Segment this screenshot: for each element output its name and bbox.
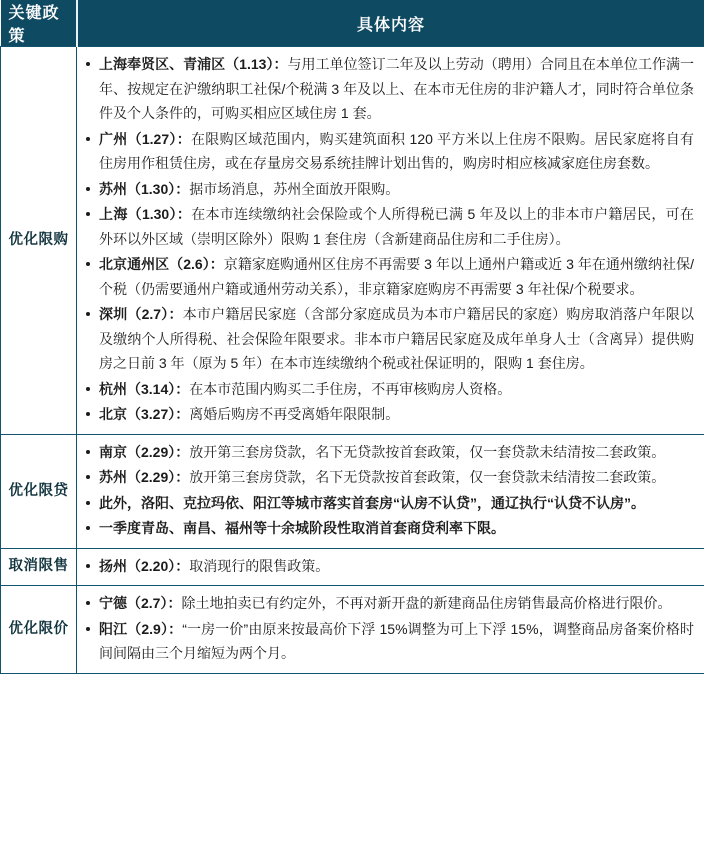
policy-city-date: 苏州（1.30）： (99, 180, 190, 197)
policy-category-label: 优化限贷 (1, 434, 77, 548)
policy-bullet-item (83, 202, 694, 251)
policy-city-date: 扬州（2.20）： (99, 557, 190, 574)
policy-detail-cell (77, 586, 704, 674)
table-body (1, 47, 704, 674)
policy-city-date: 南京（2.29）： (99, 443, 190, 460)
policy-city-date: 上海奉贤区、青浦区（1.13）： (99, 56, 288, 72)
policy-description: 此外，洛阳、克拉玛依、阳江等城市落实首套房“认房不认贷”，通辽执行“认贷不认房”。 (99, 494, 645, 511)
policy-city-date: 杭州（3.14）： (99, 380, 190, 397)
policy-bullet-item (83, 554, 694, 579)
policy-description: 除土地拍卖已有约定外，不再对新开盘的新建商品住房销售最高价格进行限价。 (181, 595, 672, 611)
policy-bullet-item (83, 302, 694, 376)
policy-bullet-list (83, 440, 694, 541)
policy-bullet-item (83, 52, 694, 126)
policy-category-label: 优化限购 (1, 47, 77, 435)
policy-description: “一房一价”由原来按最高价下浮 15%调整为可上下浮 15%，调整商品房备案价格时间间隔由三个月缩短为两个月。 (99, 620, 694, 661)
table-row (1, 47, 704, 435)
policy-description: 与用工单位签订二年及以上劳动（聘用）合同且在本单位工作满一年、按规定在沪缴纳职工社保/个税满 3 年及以上、在本市无住房的非沪籍人才，同时符合单位条件及个人条件的，可购买相应区域住房 1 套。 (99, 56, 695, 121)
policy-city-date: 上海（1.30）： (99, 206, 192, 222)
policy-city-date: 深圳（2.7）： (99, 306, 183, 322)
header-row (1, 0, 704, 47)
policy-category-label: 优化限价 (1, 586, 77, 674)
policy-bullet-item (83, 465, 694, 490)
policy-detail-cell (77, 47, 704, 435)
policy-bullet-item (83, 252, 694, 301)
policy-description: 在限购区域范围内，购买建筑面积 120 平方米以上住房不限购。居民家庭将自有住房用作租赁住房，或在存量房交易系统挂牌计划出售的，购房时相应核减家庭住房套数。 (99, 130, 695, 171)
policy-city-date: 阳江（2.9）： (99, 620, 183, 637)
policy-detail-cell (77, 434, 704, 548)
policy-city-date: 苏州（2.29）： (99, 469, 190, 485)
policy-bullet-list (83, 52, 694, 427)
policy-bullet-item (83, 377, 694, 402)
policy-description: 一季度青岛、南昌、福州等十余城阶段性取消首套商贷利率下限。 (99, 520, 505, 536)
policy-description: 在本市范围内购买二手住房，不再审核购房人资格。 (189, 380, 512, 397)
policy-description: 据市场消息，苏州全面放开限购。 (189, 180, 400, 197)
policy-description: 放开第三套房贷款，名下无贷款按首套政策，仅一套贷款未结清按二套政策。 (189, 443, 666, 460)
policy-bullet-item (83, 440, 694, 465)
policy-city-date: 宁德（2.7）： (99, 595, 182, 611)
policy-city-date: 北京通州区（2.6）： (99, 256, 224, 272)
policy-bullet-item (83, 617, 694, 666)
policy-city-date: 广州（1.27）： (99, 130, 191, 147)
policy-bullet-list (83, 554, 694, 579)
policy-description: 放开第三套房贷款，名下无贷款按首套政策，仅一套贷款未结清按二套政策。 (189, 469, 666, 485)
policy-description: 离婚后购房不再受离婚年限限制。 (189, 406, 400, 422)
policy-detail-cell (77, 548, 704, 586)
header-detail-content: 具体内容 (77, 0, 704, 47)
header-key-policy: 关键政策 (1, 0, 77, 47)
policy-bullet-item (83, 177, 694, 202)
table-row (1, 586, 704, 674)
policy-bullet-item (83, 591, 694, 616)
table-row (1, 434, 704, 548)
policy-bullet-item (83, 127, 694, 176)
table-header (1, 0, 704, 47)
policy-bullet-item (83, 516, 694, 541)
policy-bullet-list (83, 591, 694, 666)
policy-bullet-item (83, 402, 694, 427)
table-row (1, 548, 704, 586)
policy-description: 本市户籍居民家庭（含部分家庭成员为本市户籍居民的家庭）购房取消落户年限以及缴纳个人所得税、社会保险年限要求。非本市户籍居民家庭及成年单身人士（含离异）提供购房之日前 3 年（原为 5 年）在本市连续缴纳个税或社保证明的，限购 1 套住房。 (99, 306, 694, 371)
policy-description: 取消现行的限售政策。 (189, 557, 330, 574)
policy-category-label: 取消限售 (1, 548, 77, 586)
policy-bullet-item (83, 491, 694, 516)
policy-description: 京籍家庭购通州区住房不再需要 3 年以上通州户籍或近 3 年在通州缴纳社保/个税（仍需要通州户籍或通州劳动关系），非京籍家庭购房不再需要 3 年社保/个税要求。 (99, 256, 694, 297)
policy-city-date: 北京（3.27）： (99, 406, 190, 422)
policy-description: 在本市连续缴纳社会保险或个人所得税已满 5 年及以上的非本市户籍居民，可在外环以外区域（崇明区除外）限购 1 套住房（含新建商品住房和二手住房）。 (99, 206, 694, 247)
